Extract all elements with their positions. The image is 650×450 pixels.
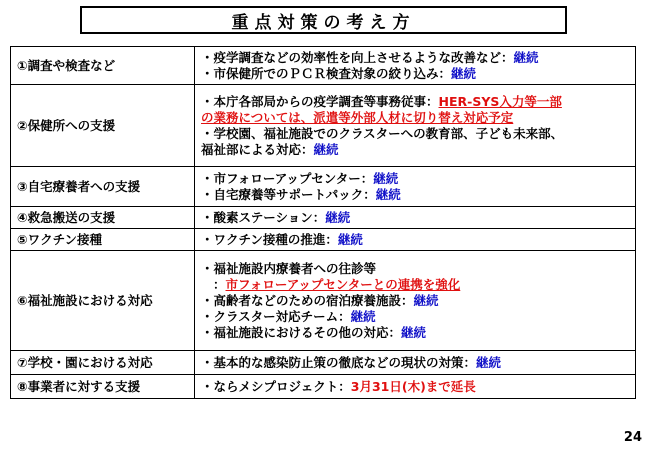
list-item: ・市保健所でのＰＣＲ検査対象の絞り込み：継続 — [201, 65, 477, 81]
table-row — [11, 351, 636, 375]
category-cell: ⑦学校・園における対応 — [11, 351, 195, 375]
list-item: ・ワクチン接種の推進：継続 — [201, 231, 363, 247]
status-badge: 継続 — [375, 186, 401, 202]
table-row — [11, 207, 636, 229]
item-cell — [195, 229, 636, 251]
item-cell — [195, 351, 636, 375]
list-item: ・基本的な感染防止策の徹底などの現状の対策：継続 — [201, 354, 502, 370]
table-row — [11, 167, 636, 207]
category-cell: ⑧事業者に対する支援 — [11, 375, 195, 399]
highlight-text: の業務については、派遣等外部人材に切り替え対応予定 — [201, 109, 514, 125]
list-item: ：市フォローアップセンターとの連携を強化 — [213, 276, 461, 292]
status-badge: 継続 — [325, 209, 351, 225]
status-badge: 継続 — [451, 65, 477, 81]
table-row — [11, 229, 636, 251]
list-item: ・学校園、福祉施設でのクラスターへの教育部、子ども未来部、 — [201, 125, 564, 141]
status-badge: 継続 — [313, 141, 339, 157]
list-item: 福祉部による対応：継続 — [201, 141, 339, 157]
list-item: ・市フォローアップセンター：継続 — [201, 170, 399, 186]
status-badge: 継続 — [337, 231, 363, 247]
item-cell — [195, 47, 636, 85]
item-cell — [195, 207, 636, 229]
category-cell: ①調査や検査など — [11, 47, 195, 85]
item-cell — [195, 85, 636, 167]
table-row — [11, 85, 636, 167]
list-item — [201, 110, 629, 126]
list-item: ・自宅療養等サポートパック：継続 — [201, 186, 401, 202]
status-badge: 継続 — [350, 308, 376, 324]
category-cell: ②保健所への支援 — [11, 85, 195, 167]
list-item: ・高齢者などのための宿泊療養施設：継続 — [201, 292, 439, 308]
item-cell — [195, 167, 636, 207]
category-cell: ⑤ワクチン接種 — [11, 229, 195, 251]
page-number: 24 — [623, 430, 642, 445]
table-row — [11, 251, 636, 351]
highlight-text: HER-SYS入力等一部 — [438, 93, 562, 109]
list-item: ・酸素ステーション：継続 — [201, 209, 351, 225]
status-badge: 継続 — [513, 49, 539, 65]
category-cell: ④救急搬送の支援 — [11, 207, 195, 229]
page-title: 重点対策の考え方 — [80, 6, 567, 34]
list-item: ・ならメシプロジェクト：3月31日(木)まで延長 — [201, 378, 476, 394]
category-cell: ⑥福祉施設における対応 — [11, 251, 195, 351]
table-row — [11, 47, 636, 85]
status-badge: 継続 — [401, 324, 427, 340]
status-badge: 継続 — [476, 354, 502, 370]
status-badge: 継続 — [413, 292, 439, 308]
highlight-text: 市フォローアップセンターとの連携を強化 — [225, 276, 461, 292]
highlight-text: 3月31日(木)まで延長 — [350, 378, 476, 394]
list-item: ・本庁各部局からの疫学調査等事務従事：HER-SYS入力等一部 — [201, 93, 562, 109]
item-cell — [195, 251, 636, 351]
table-row — [11, 375, 636, 399]
list-item: ・疫学調査などの効率性を向上させるような改善など：継続 — [201, 49, 539, 65]
item-cell — [195, 375, 636, 399]
category-cell: ③自宅療養者への支援 — [11, 167, 195, 207]
status-badge: 継続 — [373, 170, 399, 186]
measures-table — [10, 46, 636, 399]
list-item: ・クラスター対応チーム：継続 — [201, 308, 376, 324]
list-item: ・福祉施設内療養者への往診等 — [201, 260, 377, 276]
list-item: ・福祉施設におけるその他の対応：継続 — [201, 324, 427, 340]
